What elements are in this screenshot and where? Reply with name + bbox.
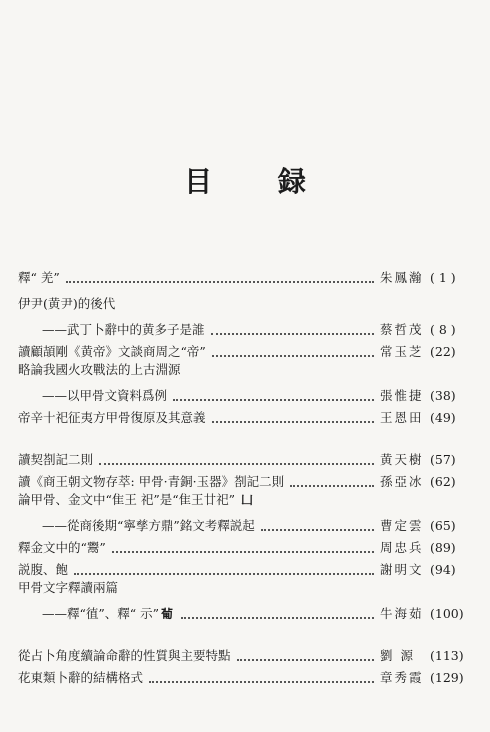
entry-title: 論甲骨、金文中“隹王 祀”是“隹王廿祀” [18,492,236,507]
toc-entry[interactable] [18,666,474,686]
entry-page: ( 8 ) [430,322,456,337]
leader-dots [211,333,374,335]
toc-entry[interactable] [18,492,474,512]
toc-entry[interactable] [18,470,474,490]
entry-author: 周忠兵 [380,540,424,555]
leader-dots [237,659,374,661]
entry-title: 説腹、飽 [18,562,69,577]
toc-entry[interactable] [18,536,474,556]
entry-title: 釋“ 羌” [18,270,60,285]
page-title: 目 録 [184,165,334,198]
leader-dots [181,617,374,619]
leader-dots [290,485,374,487]
leader-dots [173,399,374,401]
toc-entry[interactable] [18,580,474,600]
entry-title: 甲骨文字釋讀兩篇 [18,580,119,595]
toc-entry[interactable] [18,362,474,382]
entry-author: 朱鳳瀚 [380,270,424,285]
entry-author: 謝明文 [380,562,424,577]
entry-page: ( 1 ) [430,270,456,285]
entry-page: (38) [430,388,456,403]
entry-author: 黄天樹 [380,452,424,467]
entry-title: 伊尹(黄尹)的後代 [18,296,116,311]
entry-page: (129) [430,670,464,685]
entry-page: (57) [430,452,456,467]
entry-page: (89) [430,540,456,555]
toc-entry[interactable] [18,384,474,404]
entry-title: 讀《商王朝文物存萃: 甲骨·青銅·玉器》剳記二則 [18,474,285,489]
leader-dots [99,463,374,465]
entry-title: 讀契剳記二則 [18,452,94,467]
entry-page: (22) [430,344,456,359]
toc-entry[interactable] [18,340,474,360]
entry-title: 讀顧頡剛《黄帝》文談商周之“帝” [18,344,206,359]
leader-dots [74,573,374,575]
entry-subtitle: ——釋“徝”、釋“ 示” [42,606,160,621]
entry-author: 張惟捷 [380,388,424,403]
leader-dots [112,551,374,553]
entry-subtitle: ——武丁卜辭中的黄多子是誰 [42,322,205,337]
entry-author: 牛海茹 [380,606,424,621]
entry-author: 蔡哲茂 [380,322,424,337]
entry-title: 略論我國火攻戰法的上古淵源 [18,362,181,377]
leader-dots [212,421,374,423]
oracle-glyph-icon: 𤰈 [161,607,174,621]
toc-entry[interactable] [18,266,474,286]
toc-entry[interactable] [18,644,474,664]
entry-title: 釋金文中的“鬻” [18,540,106,555]
entry-page: (113) [430,648,464,663]
toc-entry[interactable] [18,318,474,338]
toc-entry[interactable] [18,296,474,316]
leader-dots [212,355,374,357]
entry-author: 劉 源 [380,648,415,663]
leader-dots [66,281,374,283]
entry-author: 曹定雲 [380,518,424,533]
entry-page: (100) [430,606,464,621]
entry-author: 王恩田 [380,410,424,425]
entry-title: 從占卜角度續論命辭的性質與主要特點 [18,648,231,663]
entry-page: (65) [430,518,456,533]
entry-title: 帝辛十祀征夷方甲骨復原及其意義 [18,410,206,425]
toc-entry[interactable] [18,602,474,622]
entry-page: (94) [430,562,456,577]
toc-entry[interactable] [18,558,474,578]
toc-entry[interactable] [18,406,474,426]
toc-entry[interactable] [18,448,474,468]
entry-subtitle: ——以甲骨文資料爲例 [42,388,168,403]
entry-author: 章秀霞 [380,670,424,685]
entry-page: (49) [430,410,456,425]
leader-dots [261,529,374,531]
entry-author: 常玉芝 [380,344,424,359]
leader-dots [149,681,374,683]
entry-subtitle: ——從商後期“寧孳方鼎”銘文考釋説起 [42,518,255,533]
entry-author: 孫亞冰 [380,474,424,489]
oracle-glyph-icon: 凵 [241,493,254,507]
toc-entry[interactable] [18,514,474,534]
entry-title: 花東類卜辭的結構格式 [18,670,144,685]
entry-page: (62) [430,474,456,489]
